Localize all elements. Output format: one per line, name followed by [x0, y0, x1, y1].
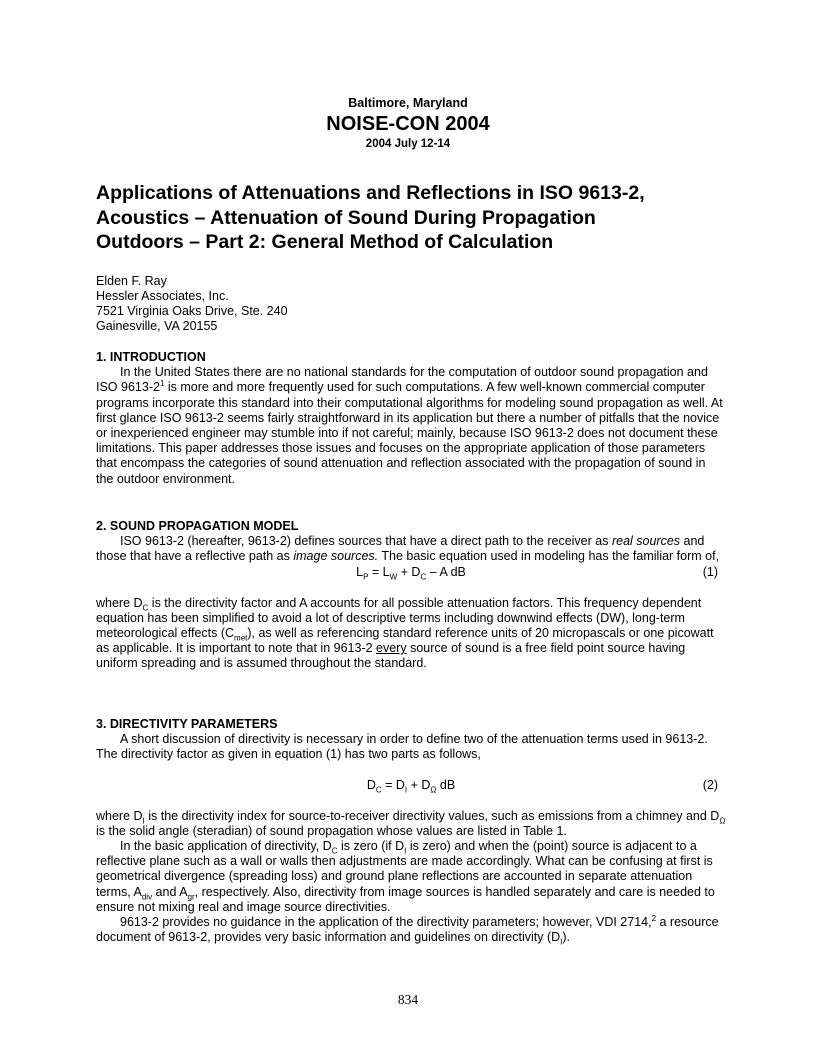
text-run: 9613-2 provides no guidance in the application of the directivity parameters; however, VDI 2714,: [120, 915, 652, 930]
author-block: [96, 274, 288, 334]
text-run: a resource document of 9613-2, provides very basic information and guidelines on directivity (D: [96, 915, 719, 945]
paragraph: [96, 915, 726, 945]
underlined-text: every: [376, 641, 407, 656]
subscript: W: [389, 572, 398, 582]
equation-formula: [96, 778, 726, 793]
subscript: Ω: [430, 785, 437, 795]
text-run: is the solid angle (steradian) of sound propagation whose values are listed in Table 1.: [96, 823, 567, 838]
subscript: C: [375, 785, 382, 795]
text-run: In the basic application of directivity, D: [120, 839, 332, 854]
subscript: I: [560, 937, 563, 947]
section-introduction: [96, 350, 726, 487]
equation-2: [96, 778, 726, 794]
subscript: Ω: [719, 816, 726, 826]
symbol: = D: [381, 777, 405, 792]
section-heading: 3. DIRECTIVITY PARAMETERS: [96, 717, 278, 731]
paragraph: [96, 534, 726, 564]
subscript: P: [363, 572, 369, 582]
subscript: I: [404, 785, 408, 795]
text-run: ISO 9613-2 (hereafter, 9613-2) defines sources that have a direct path to the receiver as: [120, 534, 612, 549]
subscript: C: [142, 603, 149, 613]
paper-title: [96, 181, 736, 255]
symbol: + D: [397, 564, 421, 579]
paragraph: A short discussion of directivity is necessary in order to define two of the attenuation terms used in 9613-2. The directivity factor as given in equation (1) has two parts as follows,: [96, 732, 708, 762]
text-run: source of sound is a free field point source having uniform spreading and is assumed throughout the standard.: [96, 641, 686, 671]
symbol: dB: [436, 777, 456, 792]
text-run: The basic equation used in modeling has the familiar form of,: [378, 549, 720, 564]
page-number: 834: [397, 992, 419, 1007]
subscript: I: [142, 816, 145, 826]
symbol: + D: [407, 777, 431, 792]
subscript: gr: [187, 892, 195, 902]
equation-formula: [96, 565, 726, 580]
emphasis: real sources: [611, 534, 681, 549]
text-run: , respectively. Also, directivity from image sources is handled separately and care is needed to ensure not mixing real and image source directivities.: [96, 884, 715, 914]
text-run: where D: [96, 808, 143, 823]
symbol: – A dB: [426, 564, 466, 579]
reference-superscript: 1: [159, 379, 165, 389]
subscript: met: [234, 633, 248, 643]
text-run: is more and more frequently used for such computations. A few well-known commercial computer programs incorporate this standard into their computational algorithms for modeling sound propagation as well. At first glance ISO 9613-2 seems fairly straightforward in its application but there a number of pitfalls that the novice or inexperienced engineer may stumble into if not careful; mainly, because ISO 9613-2 does not document these limitations. This paper addresses those issues and focuses on the appropriate application of those parameters that encompass the categories of sound attenuation and reflection associated with the propagation of sound in the outdoor environment.: [96, 380, 723, 486]
text-run: In the United States there are no national standards for the computation of outdoor sound propagation and ISO 9613-2: [96, 365, 708, 395]
text-run: is the directivity factor and A accounts for all possible attenuation factors. This frequency dependent equation has been simplified to avoid a lot of descriptive terms including downwind effects (DW), long-term meteorological effects (C: [96, 595, 702, 641]
text-run: where D: [96, 595, 143, 610]
author-organization: Hessler Associates, Inc.: [96, 289, 229, 303]
section-heading: 1. INTRODUCTION: [96, 350, 206, 364]
equation-1: [96, 565, 726, 581]
text-run: is the directivity index for source-to-receiver directivity values, such as emissions from a chimney and D: [144, 808, 720, 823]
subscript: C: [331, 846, 338, 856]
text-run: is zero (if D: [337, 839, 405, 854]
title-line: Outdoors – Part 2: General Method of Calculation: [96, 231, 554, 253]
author-street: 7521 Virginia Oaks Drive, Ste. 240: [96, 304, 288, 318]
subscript: C: [420, 572, 427, 582]
conference-name: NOISE-CON 2004: [326, 113, 490, 135]
symbol: D: [366, 777, 376, 792]
symbol: = L: [368, 564, 390, 579]
paragraph: [96, 596, 726, 672]
section-sound-propagation-model: [96, 519, 726, 672]
section-directivity-parameters: [96, 717, 726, 945]
text-run: is zero) and when the (point) source is adjacent to a reflective plane such as a wall or walls then adjustments are made accordingly. What can be confusing at first is geometrical divergence (spreading loss) and ground plane reflections are accounted in separate attenuation terms, A: [96, 839, 713, 899]
section-heading: 2. SOUND PROPAGATION MODEL: [96, 519, 299, 533]
author-name: Elden F. Ray: [96, 274, 167, 288]
subscript: div: [141, 892, 153, 902]
reference-superscript: 2: [651, 913, 657, 923]
equation-number: (1): [702, 564, 718, 579]
paragraph: [96, 365, 726, 487]
paragraph: [96, 809, 726, 839]
equation-number: (2): [702, 777, 718, 792]
symbol: L: [356, 564, 364, 579]
title-line: Acoustics – Attenuation of Sound During Propagation: [96, 206, 596, 229]
author-city: Gainesville, VA 20155: [96, 319, 218, 333]
paragraph: [96, 839, 726, 915]
text-run: and those that have a reflective path as: [96, 534, 705, 564]
title-line: Applications of Attenuations and Reflections in ISO 9613-2,: [96, 182, 645, 204]
emphasis: image sources.: [293, 549, 379, 564]
text-run: ).: [562, 930, 571, 945]
subscript: I: [404, 846, 407, 856]
text-run: ), as well as referencing standard reference units of 20 micropascals or one picowatt as applicable. It is important to note that in 9613-2: [96, 626, 714, 656]
text-run: and A: [152, 884, 188, 899]
conference-location: Baltimore, Maryland: [348, 96, 468, 110]
conference-date: 2004 July 12-14: [365, 138, 451, 150]
